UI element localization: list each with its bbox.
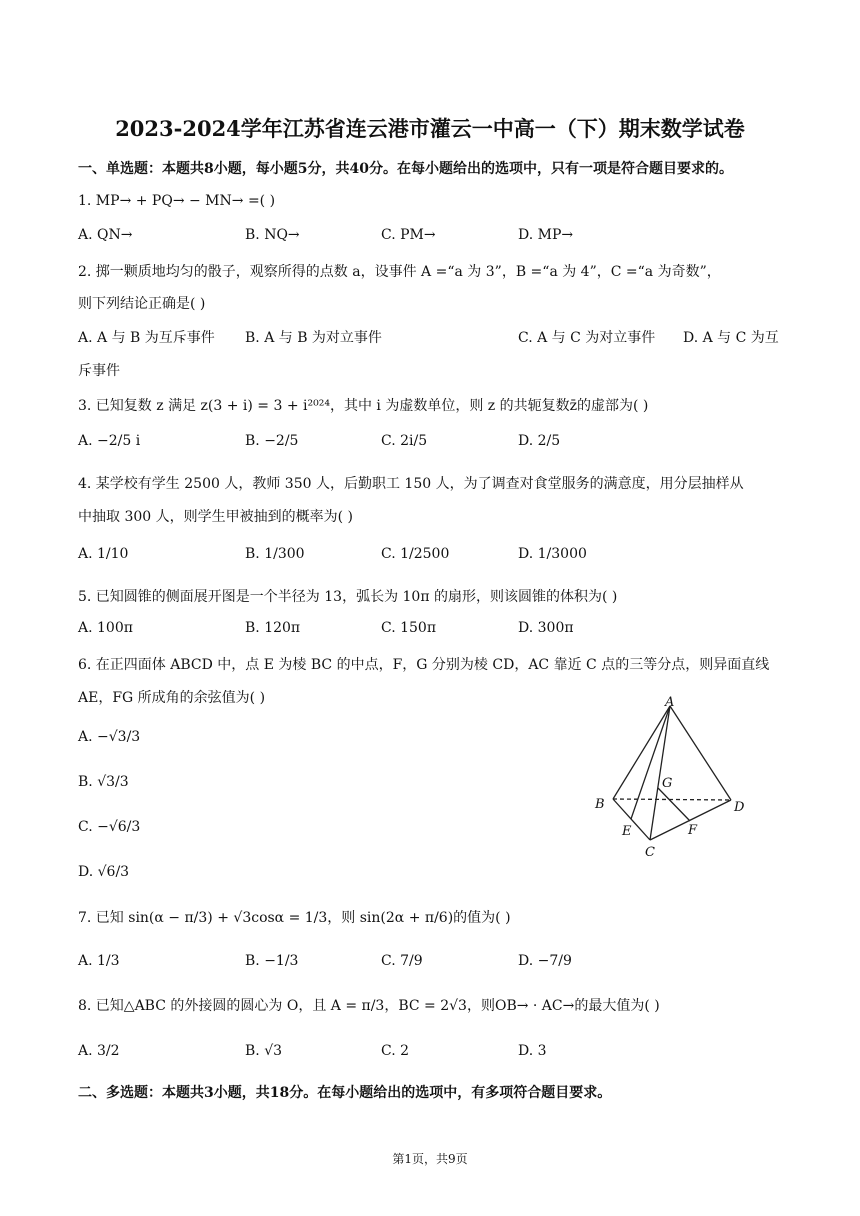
question-2-option-d-continued: 斥事件 — [78, 363, 120, 379]
question-3-option-c: C. 2i/5 — [381, 433, 428, 449]
vertex-label-c: C — [645, 845, 655, 860]
question-2-option-c: C. A 与 C 为对立事件 — [518, 330, 656, 346]
question-6-option-d: D. √6/3 — [78, 864, 130, 880]
question-5-option-c: C. 150π — [381, 620, 437, 636]
question-4-option-c: C. 1/2500 — [381, 546, 450, 562]
question-6-option-b: B. √3/3 — [78, 774, 129, 790]
question-5-stem: 5. 已知圆锥的侧面展开图是一个半径为 13，弧长为 10π 的扇形，则该圆锥的体积为( ) — [78, 589, 618, 605]
question-1-option-d: D. MP→ — [518, 227, 574, 243]
question-8-option-a: A. 3/2 — [78, 1043, 120, 1059]
page-footer: 第1页，共9页 — [392, 1152, 468, 1166]
question-7-option-a: A. 1/3 — [78, 953, 120, 969]
section-heading-single-choice: 一、单选题：本题共8小题，每小题5分，共40分。在每小题给出的选项中，只有一项是符合题目要求的。 — [78, 161, 733, 177]
question-5-option-b: B. 120π — [245, 620, 301, 636]
page-title: 2023-2024学年江苏省连云港市灌云一中高一（下）期末数学试卷 — [115, 116, 745, 141]
tetrahedron-figure — [586, 694, 766, 864]
question-6-option-c: C. −√6/3 — [78, 819, 141, 835]
question-3-option-d: D. 2/5 — [518, 433, 561, 449]
question-7-option-b: B. −1/3 — [245, 953, 299, 969]
vertex-label-a: A — [665, 695, 675, 710]
vertex-label-d: D — [734, 800, 745, 815]
question-8-option-c: C. 2 — [381, 1043, 410, 1059]
question-7-option-c: C. 7/9 — [381, 953, 423, 969]
question-1-option-b: B. NQ→ — [245, 227, 300, 243]
question-2-stem-line-2: 则下列结论正确是( ) — [78, 296, 206, 312]
question-3-option-b: B. −2/5 — [245, 433, 299, 449]
segment-fg — [658, 788, 690, 821]
question-4-stem-line-1: 4. 某学校有学生 2500 人，教师 350 人，后勤职工 150 人，为了调查对食堂服务的满意度，用分层抽样从 — [78, 476, 744, 492]
question-1-option-a: A. QN→ — [78, 227, 133, 243]
question-2-option-a: A. A 与 B 为互斥事件 — [78, 330, 215, 346]
question-8-option-d: D. 3 — [518, 1043, 547, 1059]
question-7-option-d: D. −7/9 — [518, 953, 572, 969]
question-5-option-a: A. 100π — [78, 620, 133, 636]
question-3-option-a: A. −2/5 i — [78, 433, 141, 449]
question-7-stem: 7. 已知 sin(α − π/3) + √3cosα = 1/3，则 sin(2α + π/6)的值为( ) — [78, 910, 511, 926]
question-2-option-b: B. A 与 B 为对立事件 — [245, 330, 382, 346]
edge-bc — [613, 799, 650, 840]
question-1-option-c: C. PM→ — [381, 227, 436, 243]
question-4-stem-line-2: 中抽取 300 人，则学生甲被抽到的概率为( ) — [78, 509, 353, 525]
question-4-option-d: D. 1/3000 — [518, 546, 587, 562]
point-label-f: F — [688, 823, 698, 838]
section-heading-multiple-choice: 二、多选题：本题共3小题，共18分。在每小题给出的选项中，有多项符合题目要求。 — [78, 1085, 612, 1101]
question-6-stem-line-1: 6. 在正四面体 ABCD 中，点 E 为棱 BC 的中点，F，G 分别为棱 CD，AC 靠近 C 点的三等分点，则异面直线 — [78, 657, 770, 673]
point-label-e: E — [622, 824, 632, 839]
question-6-option-a: A. −√3/3 — [78, 729, 141, 745]
question-3-stem: 3. 已知复数 z 满足 z(3 + i) = 3 + i²⁰²⁴，其中 i 为虚数单位，则 z 的共轭复数z̄的虚部为( ) — [78, 398, 649, 414]
edge-ac — [650, 706, 673, 840]
question-4-option-b: B. 1/300 — [245, 546, 305, 562]
vertex-label-b: B — [595, 797, 605, 812]
question-2-stem-line-1: 2. 掷一颗质地均匀的骰子，观察所得的点数 a，设事件 A =“a 为 3”，B =“a 为 4”，C =“a 为奇数”， — [78, 264, 721, 280]
segment-ae — [631, 706, 673, 819]
question-6-stem-line-2: AE，FG 所成角的余弦值为( ) — [78, 690, 266, 706]
question-8-stem: 8. 已知△ABC 的外接圆的圆心为 O，且 A = π/3，BC = 2√3，则OB→ · AC→的最大值为( ) — [78, 998, 660, 1014]
question-2-option-d: D. A 与 C 为互 — [683, 330, 779, 346]
edge-ad — [670, 706, 731, 800]
question-8-option-b: B. √3 — [245, 1043, 283, 1059]
question-4-option-a: A. 1/10 — [78, 546, 129, 562]
question-5-option-d: D. 300π — [518, 620, 574, 636]
point-label-g: G — [662, 776, 673, 791]
edge-bd-hidden — [613, 799, 731, 800]
question-1-stem: 1. MP→ + PQ→ − MN→ =( ) — [78, 193, 276, 209]
